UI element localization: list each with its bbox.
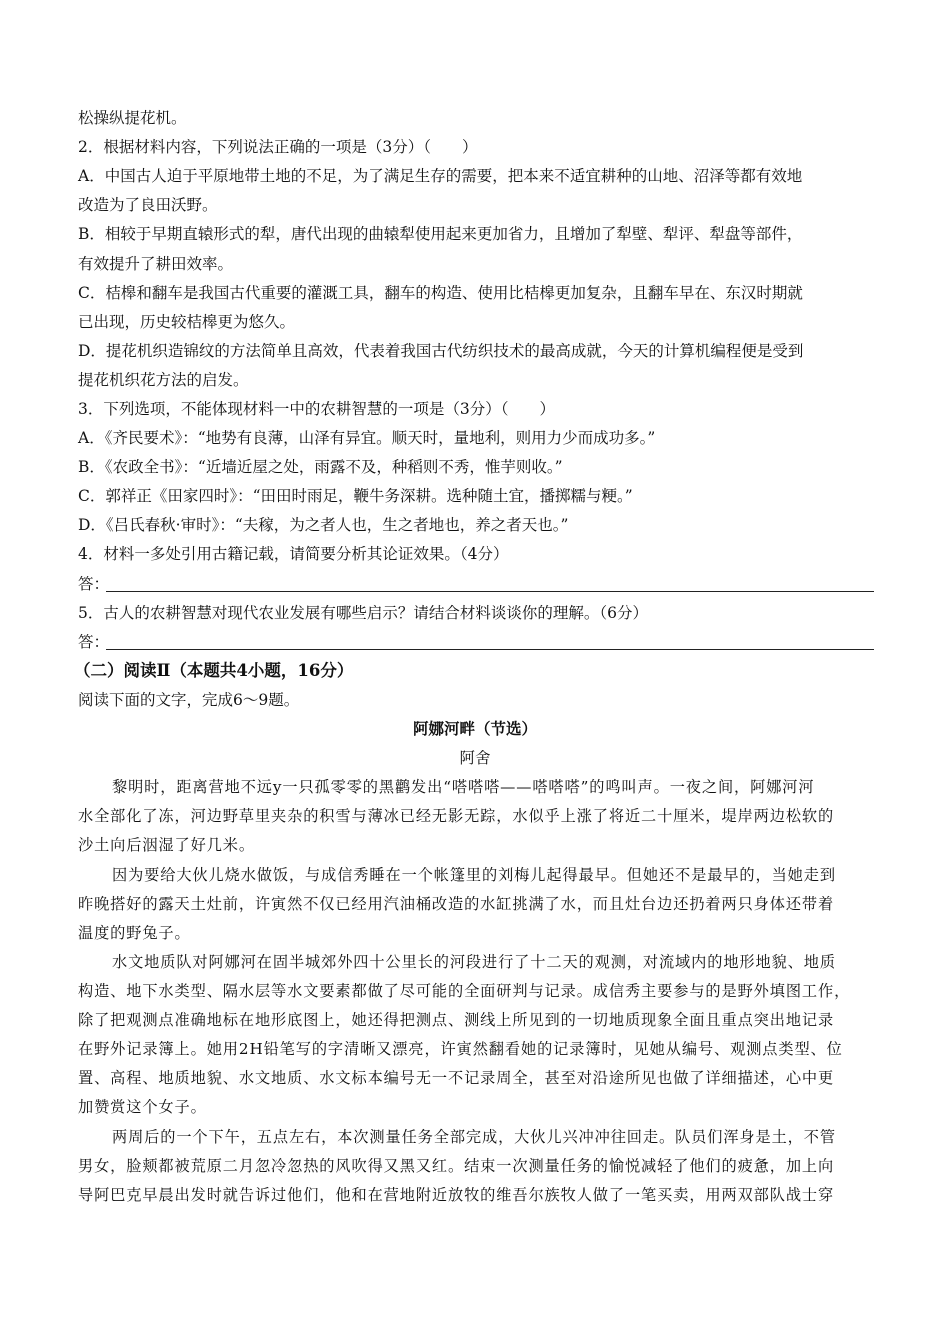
option-2d-cont: 提花机织花方法的启发。: [78, 371, 249, 389]
prose-line: 除了把观测点准确地标在地形底图上，她还得把测点、测线上所见到的一切地质现象全面且重点突出地记录: [78, 1011, 835, 1029]
prose-line: 加赞赏这个女子。: [78, 1098, 207, 1116]
prose-line: 男女，脸颊都被荒原二月忽冷忽热的风吹得又黑又红。结束一次测量任务的愉悦减轻了他们的疲惫，加上向: [78, 1157, 835, 1175]
prose-line: 置、高程、地质地貌、水文地质、水文标本编号无一不记录周全，甚至对沿途所见也做了详细描述，心中更: [78, 1069, 835, 1087]
option-2a: A．中国古人迫于平原地带土地的不足，为了满足生存的需要，把本来不适宜耕种的山地、沼泽等都有效地: [78, 167, 803, 185]
prose-line: 黎明时，距离营地不远y一只孤零零的黑鹳发出“嗒嗒嗒——嗒嗒嗒”的鸣叫声。一夜之间，阿娜河河: [112, 778, 815, 796]
question-4: 4．材料一多处引用古籍记载，请简要分析其论证效果。（4分）: [78, 545, 509, 563]
prose-line: 水文地质队对阿娜河在固半城郊外四十公里长的河段进行了十二天的观测，对流域内的地形地貌、地质: [112, 953, 836, 971]
article-author: 阿舍: [459, 749, 491, 767]
prose-line: 水全部化了冻，河边野草里夹杂的积雪与薄冰已经无影无踪，水似乎上涨了将近二十厘米，堤岸两边松软的: [78, 807, 835, 825]
option-2a-cont: 改造为了良田沃野。: [78, 196, 218, 214]
option-2c: C．桔槔和翻车是我国古代重要的灌溉工具，翻车的构造、使用比桔槔更加复杂，且翻车早在、东汉时期就: [78, 284, 803, 302]
option-2b-cont: 有效提升了耕田效率。: [78, 255, 234, 273]
option-2c-cont: 已出现，历史较桔槔更为悠久。: [78, 313, 296, 331]
answer-line-5[interactable]: [106, 649, 874, 650]
option-2d: D．提花机织造锦纹的方法简单且高效，代表着我国古代纺织技术的最高成就，今天的计算机编程便是受到: [78, 342, 804, 360]
prose-line: 沙土向后洇湿了好几米。: [78, 836, 255, 854]
prose-line: 导阿巴克早晨出发时就告诉过他们，他和在营地附近放牧的维吾尔族牧人做了一笔买卖，用两双部队战士穿: [78, 1186, 835, 1204]
answer-label-5: 答：: [78, 633, 110, 651]
option-3c: C．郭祥正《田家四时》：“田田时雨足，鞭牛务深耕。选种随土宜，播掷糯与粳。”: [78, 487, 633, 505]
prose-line: 构造、地下水类型、隔水层等水文要素都做了尽可能的全面研判与记录。成信秀主要参与的是野外填图工作，: [78, 982, 851, 1000]
question-5: 5．古人的农耕智慧对现代农业发展有哪些启示？请结合材料谈谈你的理解。（6分）: [78, 604, 648, 622]
section-heading: （二）阅读Ⅱ（本题共4小题，16分）: [74, 661, 354, 680]
option-3a: A．《齐民要术》：“地势有良薄，山泽有异宜。顺天时，量地利，则用力少而成功多。”: [78, 429, 656, 447]
option-3d: D．《吕氏春秋·审时》：“夫稼，为之者人也，生之者地也，养之者天也。”: [78, 516, 569, 534]
option-3b: B．《农政全书》：“近墙近屋之处，雨露不及，种稻则不秀，惟芋则收。”: [78, 458, 563, 476]
prose-line: 昨晚搭好的露天土灶前，许寅然不仅已经用汽油桶改造的水缸挑满了水，而且灶台边还扔着两只身体还带着: [78, 895, 835, 913]
answer-label-4: 答：: [78, 575, 110, 593]
text-line: 松操纵提花机。: [78, 109, 187, 127]
prose-line: 因为要给大伙儿烧水做饭，与成信秀睡在一个帐篷里的刘梅儿起得最早。但她还不是最早的，当她走到: [112, 866, 836, 884]
prose-line: 两周后的一个下午，五点左右，本次测量任务全部完成，大伙儿兴冲冲往回走。队员们浑身是土，不管: [112, 1128, 836, 1146]
answer-line-4[interactable]: [106, 591, 874, 592]
prose-line: 温度的野兔子。: [78, 924, 191, 942]
prose-line: 在野外记录簿上。她用2H铅笔写的字清晰又漂亮，许寅然翻看她的记录簿时，见她从编号、观测点类型、位: [78, 1040, 843, 1058]
option-2b: B．相较于早期直辕形式的犁，唐代出现的曲辕犁使用起来更加省力，且增加了犁壁、犁评、犁盘等部件，: [78, 225, 803, 243]
question-2: 2．根据材料内容，下列说法正确的一项是（3分）（ ）: [78, 138, 478, 156]
article-title: 阿娜河畔（节选）: [412, 719, 537, 738]
question-3: 3．下列选项，不能体现材料一中的农耕智慧的一项是（3分）（ ）: [78, 400, 555, 418]
reading-instruction: 阅读下面的文字，完成6～9题。: [78, 691, 300, 709]
